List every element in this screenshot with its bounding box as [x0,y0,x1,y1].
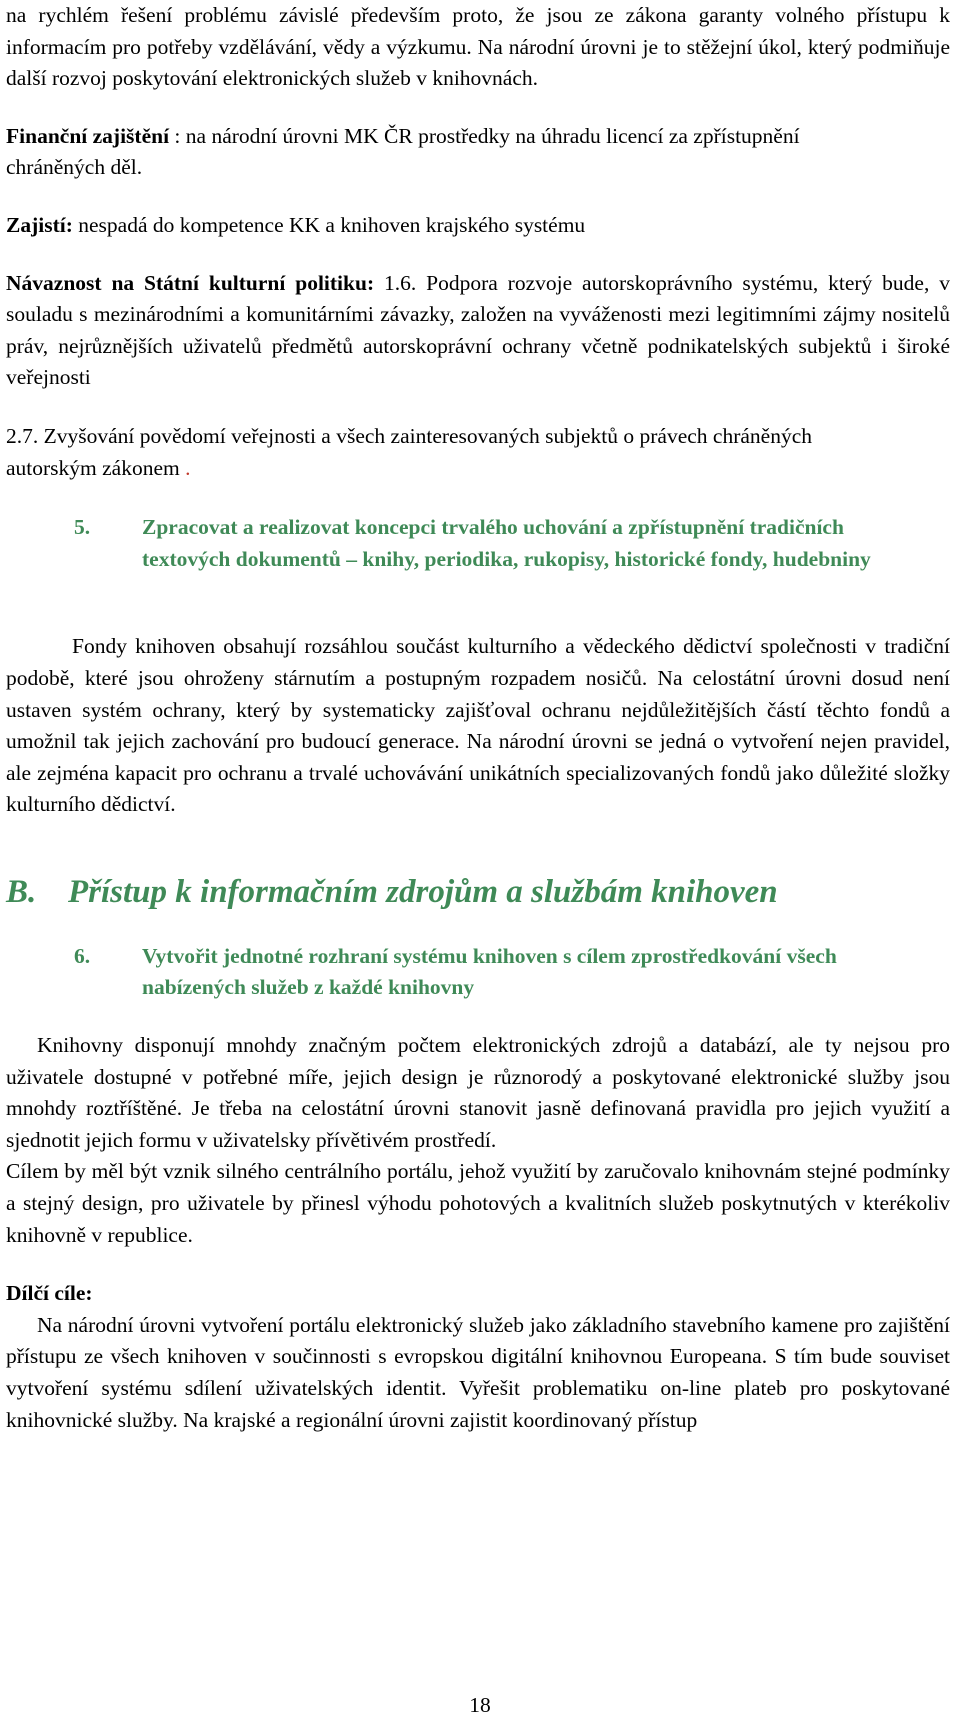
heading-5 [6,512,950,575]
section-b-letter: B. [6,873,37,910]
document-page [6,0,950,1436]
subgoals-label: Dílčí cíle: [6,1281,93,1306]
heading-5-text: Zpracovat a realizovat koncepci trvalého uchování a zpřístupnění tradičních textových dokumentů – knihy, periodika, rukopisy, historické fondy, hudebniny [142,515,871,571]
paragraph-funding [6,121,950,184]
funding-label: Finanční zajištění [6,123,170,148]
provides-label: Zajistí: [6,212,73,237]
page-number: 18 [469,1693,491,1717]
p27-dot: . [179,455,191,480]
continuity-text: 1.6. Podpora rozvoje autorskoprávního systému, který bude, v souladu s mezinárodními a komunitárními závazky, založen na vyváženosti mezi legitimními zájmy nositelů práv, nejrůznějších uživatelů předmětů autorskoprávní ochrany včetně podnikatelských subjektů i široké veřejnosti [6,270,950,390]
paragraph-knihovny: Knihovny disponují mnohdy značným počtem elektronických zdrojů a databází, ale ty nejsou pro uživatele dostupné v potřebné míře, jejich design je různorodý a poskytované elektronické služby jsou mnohdy roztříštěné. Je třeba na celostátní úrovni stanovit jasně definovaná pravidla pro jejich využití a sjednotit jejich formu v uživatelsky přívětivém prostředí. [6,1033,950,1152]
continuity-label: Návaznost na Státní kulturní politiku: [6,270,375,295]
paragraph-provides [6,210,950,242]
paragraph-subgoals: Na národní úrovni vytvoření portálu elektronický služeb jako základního stavebního kamene pro zajištění přístupu ze všech knihoven v součinnosti s evropskou digitální knihovnou Europeana. S tím bude souviset vytvoření systému sdílení uživatelských identit. Vyřešit problematiku on-line plateb pro poskytované knihovnické služby. Na krajské a regionální úrovni zajistit koordinovaný přístup [6,1312,950,1432]
p27-text: 2.7. Zvyšování povědomí veřejnosti a všech zainteresovaných subjektů o právech chráněných autorským zákonem [6,423,812,480]
paragraph-2-7 [6,421,950,484]
heading-6-text: Vytvořit jednotné rozhraní systému knihoven s cílem zprostředkování všech nabízených služeb z každé knihovny [142,943,837,1000]
section-b-heading [6,872,950,912]
paragraph-continuity [6,268,950,394]
heading-5-number: 5. [74,515,91,540]
heading-6 [6,941,950,1004]
heading-6-number: 6. [74,943,91,968]
paragraph-intro: na rychlém řešení problému závislé především proto, že jsou ze zákona garanty volného přístupu k informacím pro potřeby vzdělávání, vědy a výzkumu. Na národní úrovni je to stěžejní úkol, který podmiňuje další rozvoj poskytování elektronických služeb v knihovnách. [6,3,950,91]
provides-text: nespadá do kompetence KK a knihoven krajského systému [72,212,586,237]
paragraph-cilem: Cílem by měl být vznik silného centrálního portálu, jehož využití by zaručovalo knihovnám stejné podmínky a stejný design, pro uživatele by přinesl výhodu pohotových a kvalitních služeb poskytnutých v kterékoliv knihovně v republice. [6,1159,950,1247]
paragraph-fondy: Fondy knihoven obsahují rozsáhlou součást kulturního a vědeckého dědictví společnosti v tradiční podobě, které jsou ohroženy stárnutím a postupným rozpadem nosičů. Na celostátní úrovni dosud není ustaven systém ochrany, který by systematicky zajišťoval ochranu nejdůležitějších částí těchto fondů a umožnil tak jejich zachování pro budoucí generace. Na národní úrovni se jedná o vytvoření nejen pravidel, ale zejména kapacit pro ochranu a trvalé uchovávání unikátních specializovaných fondů jako důležité složky kulturního dědictví. [6,634,950,817]
funding-text: : na národní úrovni MK ČR prostředky na úhradu licencí za zpřístupnění chráněných děl. [6,123,800,180]
section-b-title: Přístup k informačním zdrojům a službám knihoven [68,873,778,910]
